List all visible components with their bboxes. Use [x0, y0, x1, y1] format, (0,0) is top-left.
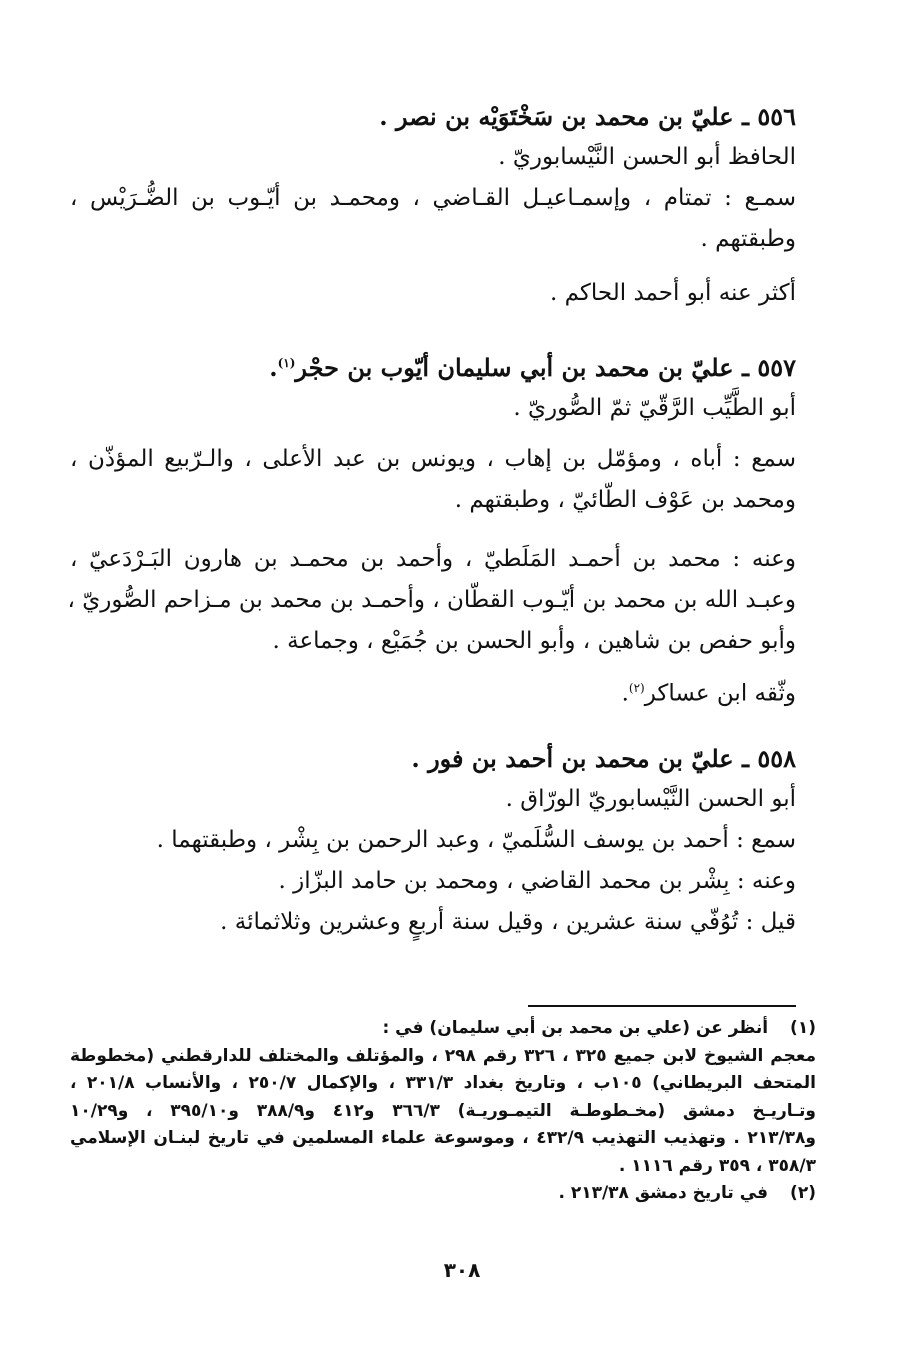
footnote-ref: (١): [277, 356, 296, 370]
entry-last-line-end: .: [621, 680, 629, 707]
entry-title: عليّ بن محمد بن سَخْتَوَيْه بن نصر .: [379, 102, 734, 131]
entry-line: وعنه : محمد بن أحمـد المَلَطيّ ، وأحمد بن محمـد بن هارون البَـرْدَعيّ ،: [70, 546, 796, 572]
entry-line: وأبو حفص بن شاهين ، وأبو الحسن بن جُمَيْع ، وجماعة .: [272, 628, 796, 654]
entry-line: ومحمد بن عَوْف الطّائيّ ، وطبقتهم .: [454, 487, 796, 513]
entry-title-end: .: [269, 353, 278, 382]
footnotes: [70, 1015, 816, 1208]
entry-last-line: وثّقه ابن عساكر: [644, 680, 796, 707]
footnote-ref: (٢): [628, 681, 645, 695]
entry-line: وعنه : بِشْر بن محمد القاضي ، ومحمد بن حامد البزّاز .: [278, 868, 796, 894]
entry-line: أبو الحسن النَّيْسابوريّ الورّاق .: [505, 786, 796, 812]
entry-separator: ـ: [741, 102, 749, 131]
entry-557: [67, 343, 796, 715]
entry-line: [70, 668, 796, 715]
entry-separator: ـ: [741, 353, 749, 382]
footnote-line: [70, 1015, 816, 1043]
footnote-line: و٢١٣/٣٨ . وتهذيب التهذيب ٤٣٢/٩ ، وموسوعة علماء المسلمين في تاريخ لبنـان الإسلامي: [70, 1128, 816, 1148]
entry-line: سمع : أباه ، ومؤمّل بن إهاب ، ويونس بن عبد الأعلى ، والـرّبيع المؤذّن ،: [70, 446, 796, 472]
entry-line: الحافظ أبو الحسن النَّيْسابوريّ .: [498, 144, 796, 170]
entry-separator: ـ: [741, 744, 749, 773]
entry-556: [70, 96, 796, 314]
entry-line: سمـع : تمتام ، وإسمـاعيـل القـاضي ، ومحمـد بن أيّـوب بن الضُّـرَيْس ،: [70, 185, 796, 211]
entry-number: ٥٥٦: [757, 102, 796, 131]
footnote-text: في تاريخ دمشق ٢١٣/٣٨ .: [558, 1183, 769, 1203]
entry-558: [70, 738, 796, 943]
entry-heading: [70, 96, 796, 137]
entry-line: وطبقتهم .: [700, 226, 796, 252]
entry-number: ٥٥٧: [757, 353, 796, 382]
page-number: ٣٠٨: [443, 1258, 481, 1282]
entry-number: ٥٥٨: [757, 744, 796, 773]
entry-heading: [70, 738, 796, 779]
entry-line: سمع : أحمد بن يوسف السُّلَميّ ، وعبد الرحمن بن بِشْر ، وطبقتهما .: [156, 827, 796, 853]
footnote-line: المتحف البريطاني) ١٠٥ب ، وتاريخ بغداد ٣٣١/٣ ، والإكمال ٢٥٠/٧ ، والأنساب ٢٠١/٨ ،: [70, 1073, 816, 1093]
footnote-mark: (١): [790, 1018, 816, 1038]
entry-title: عليّ بن محمد بن أبي سليمان أيّوب بن حجْر: [295, 353, 734, 382]
entry-line: قيل : تُوُفّي سنة عشرين ، وقيل سنة أربعٍ وعشرين وثلاثمائة .: [220, 909, 796, 935]
entry-title: عليّ بن محمد بن أحمد بن فور .: [411, 744, 734, 773]
footnote-line: [70, 1180, 816, 1208]
footnote-separator: [528, 1005, 796, 1007]
entry-line: وعبـد الله بن محمد بن أيّـوب القطّان ، وأحمـد بن محمد بن مـزاحم الصُّوريّ ،: [67, 587, 796, 613]
entry-line: أبو الطَّيِّب الرَّقّيّ ثمّ الصُّوريّ .: [513, 395, 796, 421]
entry-line: أكثر عنه أبو أحمد الحاكم .: [550, 280, 796, 306]
footnote-mark: (٢): [790, 1183, 816, 1203]
footnote-line: معجم الشيوخ لابن جميع ٣٢٥ ، ٣٢٦ رقم ٢٩٨ ، والمؤتلف والمختلف للدارقطني (مخطوطة: [70, 1045, 817, 1066]
footnote-text: أنظر عن (علي بن محمد بن أبي سليمان) في :: [382, 1018, 769, 1038]
entry-heading: [70, 343, 796, 388]
footnote-line: ٣٥٨/٣ ، ٣٥٩ رقم ١١١٦ .: [618, 1155, 816, 1176]
footnote-line: وتـاريـخ دمشق (مخـطوطـة التيمـوريـة) ٣٦٦/٣ و٤١٢ و٣٨٨/٩ و٣٩٥/١٠ ، و١٠/٢٩: [70, 1100, 816, 1121]
